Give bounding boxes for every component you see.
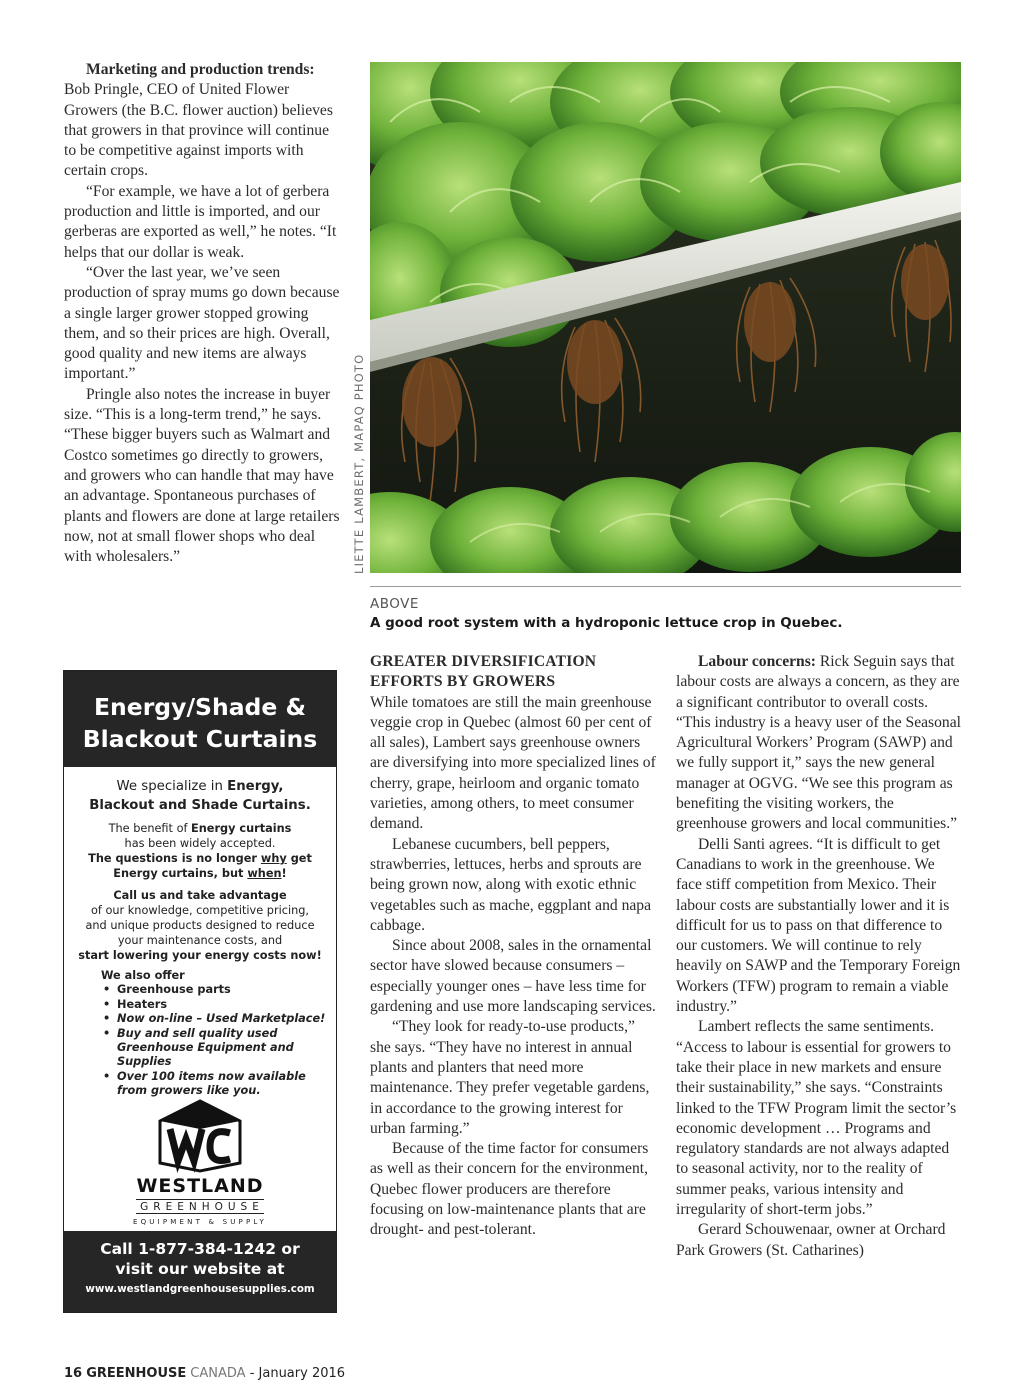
section-heading <box>370 652 658 693</box>
ad-call-to-action <box>64 888 336 963</box>
heading-line: GREATER DIVERSIFICATION <box>370 653 597 670</box>
right-article-column <box>676 652 964 1261</box>
ad-offer-list <box>101 969 336 1099</box>
caption-divider <box>370 586 961 587</box>
ad-text-bold: ! <box>281 867 287 880</box>
paragraph <box>676 652 964 835</box>
paragraph: “They look for ready-to-use products,” she says. “They have no interest in annual plants and planters that need more maintenance. They prefer vegetable gardens, in accordance to the growing interest for urban farming.” <box>370 1018 650 1137</box>
list-item: • Buy and sell quality used Greenhouse Equipment and Supplies <box>117 1027 336 1070</box>
paragraph: Delli Santi agrees. “It is difficult to get Canadians to work in the greenhouse. We face stiff competition from Mexico. Their labour costs are substantially lower and it is difficult for us to pass on that difference to our customers. We will continue to rely heavily on SAWP and the Temporary Foreign Workers (TFW) program to remain a viable industry.” <box>676 835 961 1016</box>
ad-text-bold: Energy curtains, but <box>113 867 248 880</box>
ad-text: has been widely accepted. <box>124 837 276 850</box>
logo-name: WESTLAND <box>136 1175 264 1197</box>
ad-text-underline: when <box>247 867 282 880</box>
paragraph: Lebanese cucumbers, bell peppers, strawberries, lettuces, herbs and sprouts are being grown now, along with exotic ethnic vegetables such as mache, eggplant and napa cabbage. <box>370 835 652 934</box>
ad-text-bold: get <box>286 852 312 865</box>
list-item: • Now on-line – Used Marketplace! <box>117 1012 336 1026</box>
page-footer <box>64 1366 345 1381</box>
westland-logo-icon <box>158 1099 242 1173</box>
magazine-name: GREENHOUSE <box>86 1366 187 1381</box>
paragraph: Because of the time factor for consumers as well as their concern for the environment, Quebec flower producers are therefore focusing on low-maintenance plants that are drought- and pest-tolerant. <box>370 1140 649 1239</box>
logo-subtitle: GREENHOUSE <box>136 1199 264 1214</box>
ad-text-bold: The questions is no longer <box>88 852 261 865</box>
section-heading: Labour concerns: <box>698 653 816 670</box>
photo-caption: A good root system with a hydroponic lettuce crop in Quebec. <box>370 615 843 631</box>
paragraph: Gerard Schouwenaar, owner at Orchard Park Growers (St. Catharines) <box>676 1221 946 1259</box>
paragraph-text: Rick Seguin says that labour costs are always a concern, as they are a significant contributor to overall costs. “This industry is a heavy user of the Seasonal Agricultural Workers’ Program (SAWP) and we fully support it,” says the new general manager at OGVG. “We see this program as benefiting the visiting workers, the greenhouse growers and local communities.” <box>676 653 961 833</box>
ad-text-bold: Call us and take advantage <box>113 889 287 902</box>
westland-logo <box>64 1099 336 1229</box>
page-number: 16 <box>64 1366 83 1381</box>
lettuce-photo <box>370 62 961 573</box>
ad-text-bold: start lowering your energy costs now! <box>78 949 322 962</box>
paragraph: “For example, we have a lot of gerbera production and little is imported, and our gerberas are exported as well,” he notes. “It helps that our dollar is weak. <box>64 182 337 261</box>
ad-body <box>64 767 336 1099</box>
ad-text: and unique products designed to reduce <box>85 919 315 932</box>
ad-title-line: Energy/Shade & <box>94 693 306 721</box>
left-article-column <box>64 60 340 567</box>
heading-line: EFFORTS BY GROWERS <box>370 673 556 691</box>
ad-text-bold: Energy curtains <box>191 822 292 835</box>
ad-contact-bar <box>64 1231 336 1312</box>
list-item: • Over 100 items now available from growers like you. <box>117 1070 336 1099</box>
paragraph: Lambert reflects the same sentiments. “Access to labour is essential for growers to take their place in new markets and ensure their sustainability,” she says. “Constraints linked to the TFW Program limit the sector’s economic development … Programs and regulatory standards are not always adapted to seasonal activity, nor to the reality of summer peaks, various intensity and irregularity of short-term jobs.” <box>676 1018 957 1219</box>
ad-text-bold: Energy, <box>227 779 284 794</box>
ad-text-underline: why <box>260 852 287 865</box>
paragraph: Since about 2008, sales in the ornamental sector have slowed because consumers – especially younger ones – have less time for gardening and use more landscaping services. <box>370 937 656 1016</box>
paragraph: “Over the last year, we’ve seen production of spray mums go down because a single larger grower stopped growing them, and so their prices are high. Overall, good quality and new items are always important.” <box>64 263 340 383</box>
list-item: • Greenhouse parts <box>117 983 336 997</box>
caption-label: ABOVE <box>370 596 419 612</box>
logo-tagline: EQUIPMENT & SUPPLY <box>132 1218 268 1226</box>
ad-header <box>64 671 336 767</box>
ad-benefit <box>64 821 336 881</box>
paragraph: Pringle also notes the increase in buyer size. “This is a long-term trend,” he says. “These bigger buyers such as Walmart and Costco sometimes go directly to growers, and growers who can handle that may have an advantage. Spontaneous purchases of plants and flowers are done at large retailers now, not at small flower shops who deal with wholesalers.” <box>64 385 340 566</box>
list-item: • Heaters <box>117 998 336 1012</box>
westland-advertisement[interactable] <box>63 670 337 1313</box>
ad-text: of our knowledge, competitive pricing, <box>90 904 310 917</box>
paragraph <box>64 60 340 182</box>
section-heading: Marketing and production trends: <box>86 61 315 78</box>
ad-phone[interactable]: Call 1-877-384-1242 or <box>100 1240 300 1258</box>
paragraph: While tomatoes are still the main greenhouse veggie crop in Quebec (almost 60 per cent of all sales), Lambert says greenhouse owners are diversifying into more specialized lines of cherry, grape, heirloom and organic tomato varieties, among others, to meet consumer demand. <box>370 693 656 833</box>
issue-date: - January 2016 <box>249 1366 346 1381</box>
ad-contact <box>64 1239 336 1279</box>
ad-specialty <box>64 777 336 815</box>
ad-website-link[interactable]: www.westlandgreenhousesupplies.com <box>85 1283 315 1295</box>
paragraph-text: Bob Pringle, CEO of United Flower Growers (the B.C. flower auction) believes that growers in that province will continue to be competitive against imports with certain crops. <box>64 81 333 180</box>
ad-text: The benefit of <box>108 822 192 835</box>
ad-offer-heading: We also offer <box>101 969 185 982</box>
ad-title-line: Blackout Curtains <box>82 725 318 753</box>
middle-article-column <box>370 652 658 1241</box>
magazine-name-suffix: CANADA <box>190 1366 246 1381</box>
ad-text-bold: Blackout and Shade Curtains. <box>89 798 311 813</box>
photo-credit: LIETTE LAMBERT, MAPAQ PHOTO <box>352 353 366 574</box>
ad-text: We specialize in <box>116 779 228 794</box>
ad-text: your maintenance costs, and <box>117 934 283 947</box>
ad-website-prompt: visit our website at <box>115 1260 285 1278</box>
ad-title <box>64 671 336 755</box>
